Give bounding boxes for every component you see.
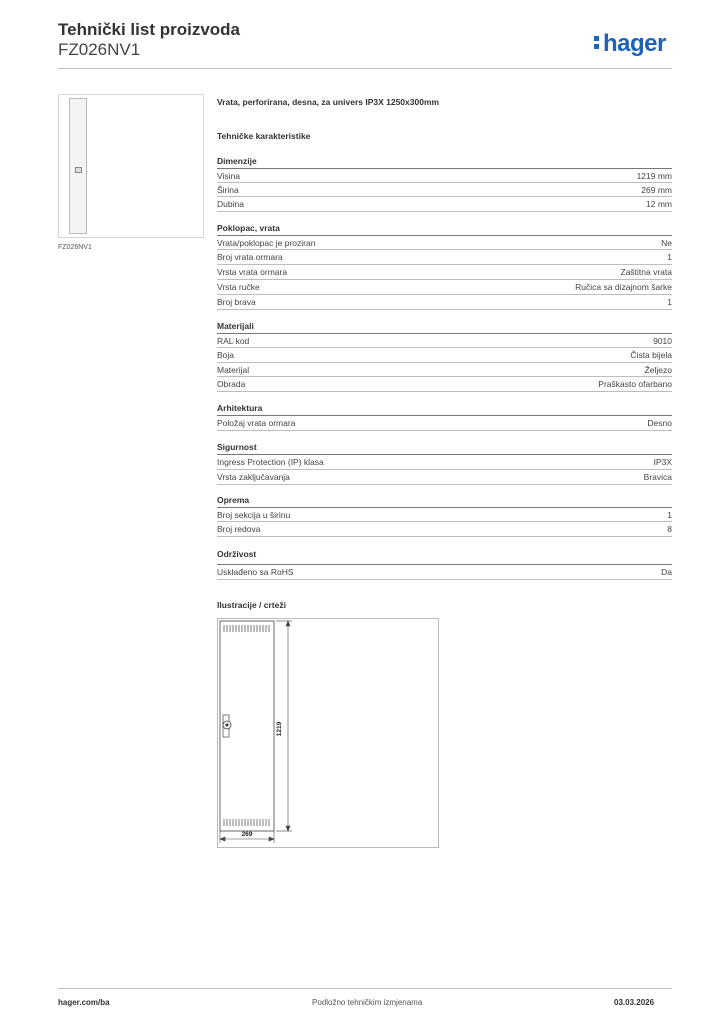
hager-logo [594,30,666,58]
spec-label: Broj redova [217,524,261,534]
drawing-svg [218,619,438,847]
spec-value: Zaštitna vrata [620,267,672,277]
spec-label: Obrada [217,379,246,389]
technical-drawing [217,618,439,848]
spec-row [217,279,672,294]
section-title-sigurnost: Sigurnost [217,442,257,452]
spec-label: Dubina [217,199,244,209]
spec-value: 12 mm [646,199,672,209]
spec-label: Širina [217,185,239,195]
spec-value: Da [661,567,672,577]
section-title-oprema: Oprema [217,495,250,505]
spec-label: Broj sekcija u širinu [217,510,291,520]
spec-row [217,415,672,431]
spec-value: Ne [661,238,672,248]
spec-label: Broj brava [217,297,256,307]
spec-label: Vrsta zaključavanja [217,472,290,482]
spec-row [217,469,672,485]
footer-note: Podložno tehničkim izmjenama [312,998,423,1007]
image-caption: FZ026NV1 [58,244,92,251]
spec-value: 9010 [653,336,672,346]
spec-row [217,564,672,580]
spec-row [217,264,672,279]
section-title-materijali: Materijali [217,321,254,331]
spec-label: Vrsta ručke [217,282,260,292]
spec-value: IP3X [653,457,672,467]
spec-row [217,521,672,537]
door-knob [75,167,82,173]
spec-row [217,507,672,522]
height-dimension-label: 1219 [276,721,283,737]
spec-row [217,347,672,362]
spec-label: Vrsta vrata ormara [217,267,288,277]
spec-row [217,376,672,392]
spec-row [217,168,672,183]
spec-value: Čista bijela [630,350,672,360]
illustrations-title: Ilustracije / crteži [217,600,286,610]
spec-value: Željezo [644,365,672,375]
door-thumbnail [69,98,87,234]
width-dimension-label: 269 [241,831,253,838]
spec-row [217,362,672,377]
spec-row [217,235,672,250]
footer-divider [58,988,672,989]
section-title-dimenzije: Dimenzije [217,156,257,166]
spec-row [217,454,672,469]
footer-website-link[interactable]: hager.com/ba [58,998,110,1007]
spec-value: 1 [667,297,672,307]
spec-value: 1 [667,252,672,262]
logo-colon-icon [594,33,600,52]
spec-value: Desno [647,418,672,428]
spec-value: Ručica sa dizajnom šarke [575,282,672,292]
spec-row [217,333,672,348]
spec-value: Praškasto ofarbano [598,379,672,389]
spec-value: 1 [667,510,672,520]
spec-label: Visina [217,171,240,181]
spec-label: Boja [217,350,235,360]
spec-value: 8 [667,524,672,534]
spec-row [217,182,672,197]
footer-date: 03.03.2026 [614,998,655,1007]
document-title: Tehnički list proizvoda [58,20,240,39]
spec-row [217,196,672,212]
spec-label: RAL kod [217,336,250,346]
product-description: Vrata, perforirana, desna, za univers IP3X 1250x300mm [217,97,440,107]
spec-row [217,294,672,310]
spec-value: 1219 mm [636,171,672,181]
spec-label: Broj vrata ormara [217,252,283,262]
spec-label: Ingress Protection (IP) klasa [217,457,324,467]
section-title-odrzivost: Održivost [217,549,257,559]
spec-label: Materijal [217,365,250,375]
product-code: FZ026NV1 [58,40,141,59]
spec-value: 269 mm [641,185,672,195]
tech-specs-title: Tehničke karakteristike [217,131,311,141]
spec-label: Položaj vrata ormara [217,418,296,428]
header-divider [58,68,672,69]
section-title-arhitektura: Arhitektura [217,403,263,413]
logo-text: hager [603,30,666,57]
spec-label: Vrata/poklopac je proziran [217,238,316,248]
product-image [58,94,204,238]
spec-row [217,249,672,264]
spec-label: Usklađeno sa RoHS [217,567,294,577]
spec-value: Bravica [643,472,672,482]
section-title-poklopac-vrata: Poklopac, vrata [217,223,280,233]
